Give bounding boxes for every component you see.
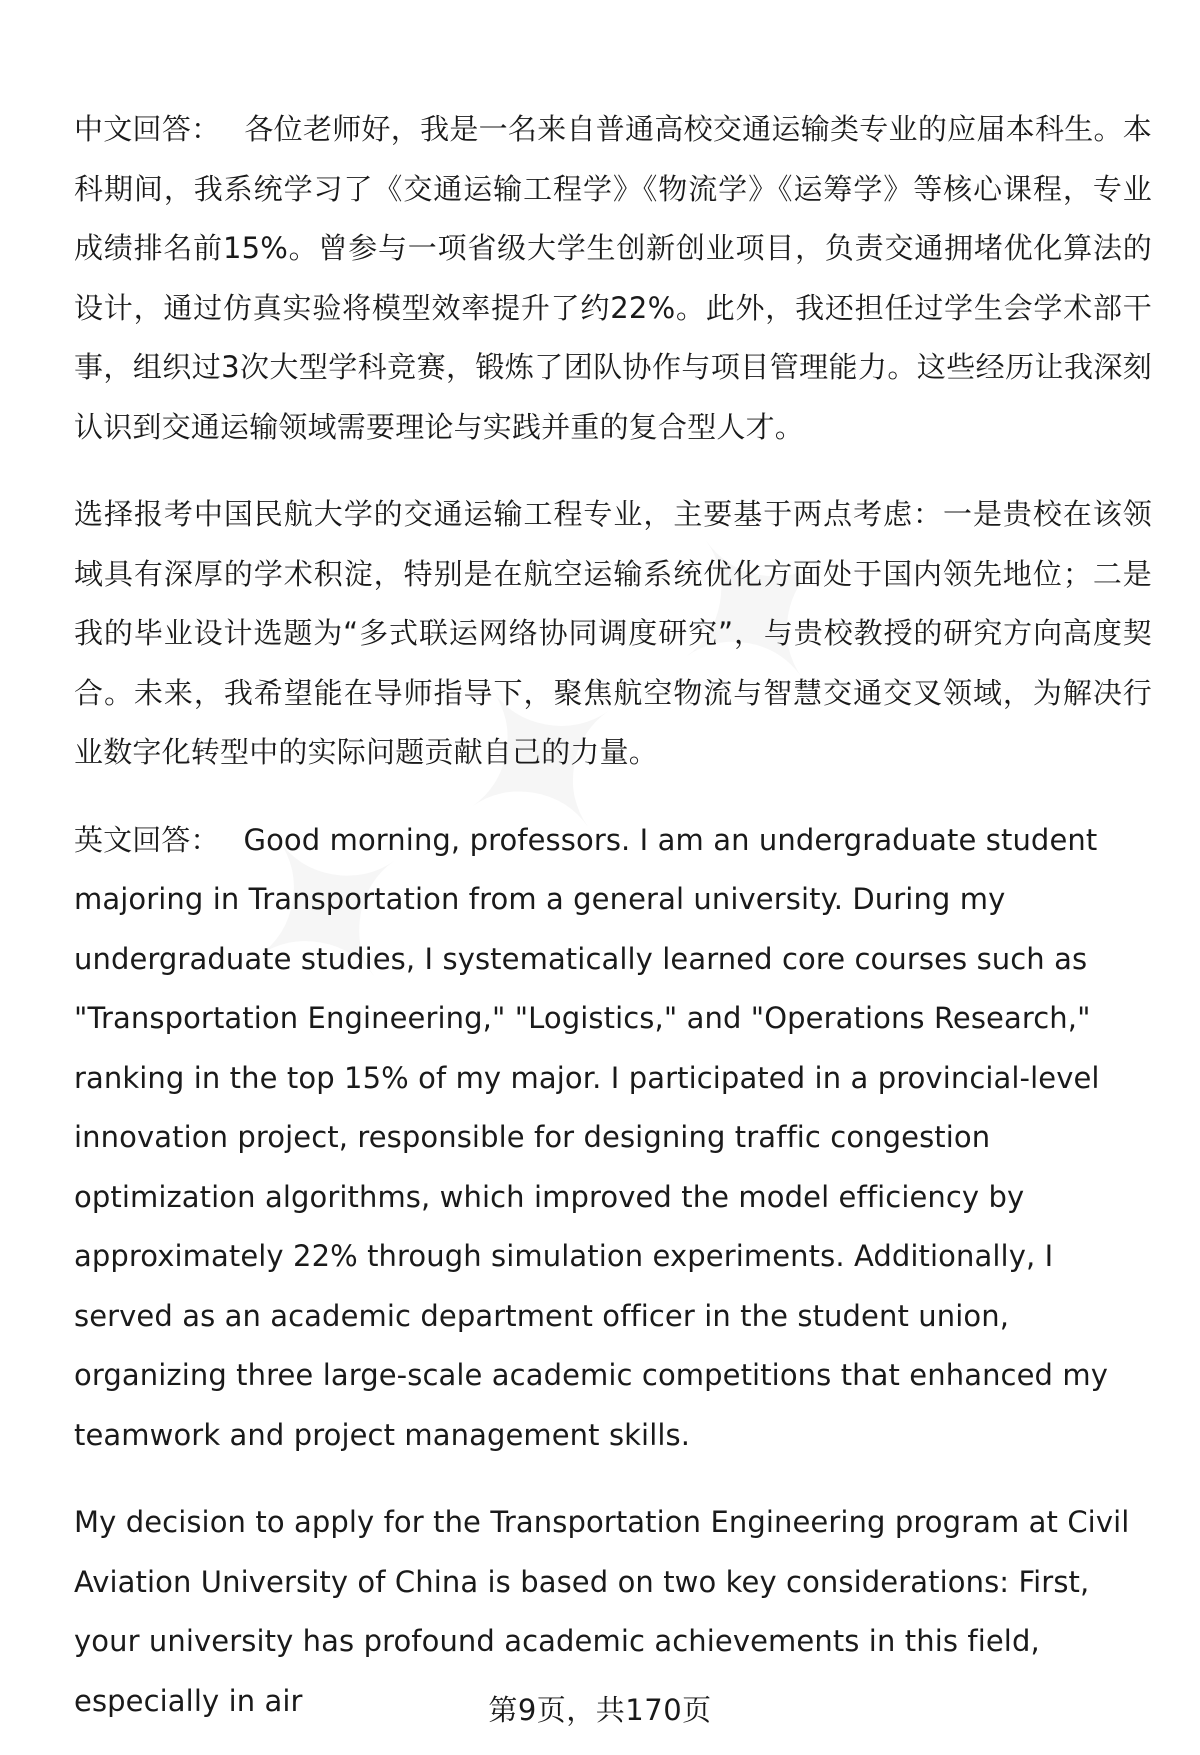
chinese-answer-text-1: 各位老师好，我是一名来自普通高校交通运输类专业的应届本科生。本科期间，我系统学习了《交通运输工程学》《物流学》《运筹学》等核心课程，专业成绩排名前15%。曾参与一项省级大学生创新创业项目，负责交通拥堵优化算法的设计，通过仿真实验将模型效率提升了约22%。此外，我还担任过学生会学术部干事，组织过3次大型学科竞赛，锻炼了团队协作与项目管理能力。这些经历让我深刻认识到交通运输领域需要理论与实践并重的复合型人才。 bbox=[74, 112, 1152, 444]
english-answer-text-1: Good morning, professors. I am an undergraduate student majoring in Transportation from a general university. During my undergraduate studies, I systematically learned core courses such as "Transportation Engineering," "Logistics," and "Operations Research," ranking in the top 15% of my major. I participated in a provincial-level innovation project, responsible for designing traffic congestion optimization algorithms, which improved the model efficiency by approximately 22% through simulation experiments. Additionally, I served as an academic department officer in the student union, organizing three large-scale academic competitions that enhanced my teamwork and project management skills. bbox=[74, 822, 1108, 1452]
english-answer-label: 英文回答： bbox=[74, 822, 220, 857]
chinese-answer-text-2: 选择报考中国民航大学的交通运输工程专业，主要基于两点考虑：一是贵校在该领域具有深厚的学术积淀，特别是在航空运输系统优化方面处于国内领先地位；二是我的毕业设计选题为“多式联运网络协同调度研究”，与贵校教授的研究方向高度契合。未来，我希望能在导师指导下，聚焦航空物流与智慧交通交叉领域，为解决行业数字化转型中的实际问题贡献自己的力量。 bbox=[74, 497, 1152, 769]
chinese-answer-label: 中文回答： bbox=[74, 112, 221, 146]
paragraph-chinese-answer-1 bbox=[74, 100, 1152, 457]
paragraph-chinese-answer-2 bbox=[74, 485, 1152, 783]
page-number-footer: 第9页，共170页 bbox=[488, 1693, 712, 1727]
english-answer-text-2: My decision to apply for the Transportation Engineering program at Civil Aviation University of China is based on two key considerations: First, your university has profound academic achievements in this field, especially in air bbox=[74, 1505, 1130, 1718]
paragraph-english-answer-1 bbox=[74, 811, 1152, 1466]
